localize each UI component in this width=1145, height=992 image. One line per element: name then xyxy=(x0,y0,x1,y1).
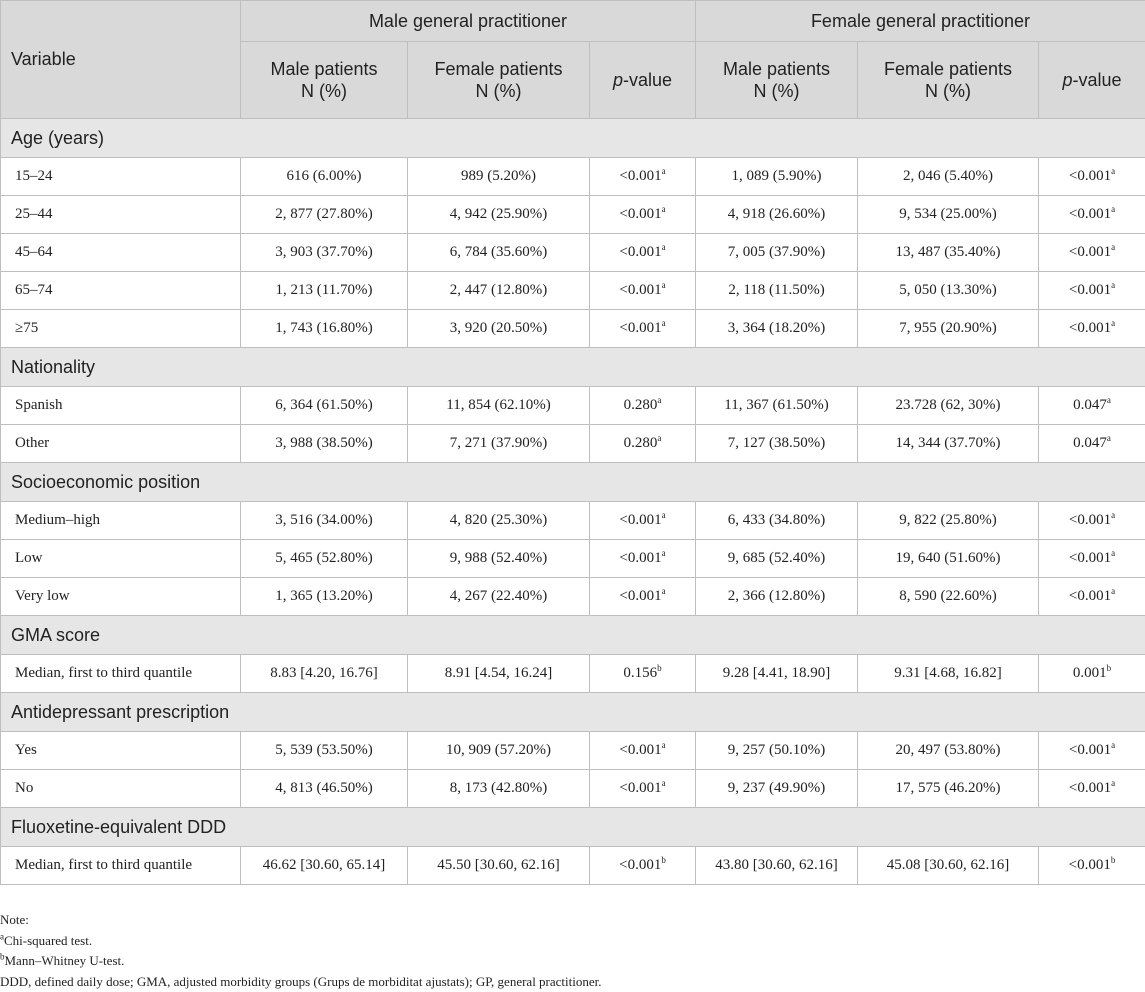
header-n-pct: N (%) xyxy=(301,81,347,101)
cell-female-gp-p-value xyxy=(1039,387,1145,425)
section-title: Fluoxetine-equivalent DDD xyxy=(1,808,1145,847)
p-value-test-marker: a xyxy=(661,510,666,520)
cell-male-gp-p-value xyxy=(590,655,696,693)
cell-female-gp-male-patients: 9, 237 (49.90%) xyxy=(696,770,858,808)
p-value-text: <0.001 xyxy=(619,588,662,604)
p-value-test-marker: a xyxy=(661,586,666,596)
p-value-test-marker: a xyxy=(661,280,666,290)
cell-male-gp-p-value xyxy=(590,234,696,272)
section-row xyxy=(1,808,1145,847)
p-value-test-marker: a xyxy=(661,204,666,214)
p-value-test-marker: a xyxy=(1111,280,1116,290)
p-value-text: <0.001 xyxy=(1068,588,1112,604)
p-value-test-marker: a xyxy=(657,433,662,443)
section-title: Age (years) xyxy=(1,119,1145,158)
p-rest: -value xyxy=(1072,70,1122,90)
table-row xyxy=(1,310,1145,348)
row-label: Spanish xyxy=(1,387,241,425)
cell-male-gp-male-patients: 46.62 [30.60, 65.14] xyxy=(241,847,408,885)
cell-male-gp-male-patients: 616 (6.00%) xyxy=(241,158,408,196)
note-a-text: Chi-squared test. xyxy=(4,932,93,948)
p-value-test-marker: a xyxy=(661,166,666,176)
p-value-text: <0.001 xyxy=(1068,780,1112,796)
table-row xyxy=(1,234,1145,272)
cell-male-gp-female-patients: 4, 942 (25.90%) xyxy=(408,196,590,234)
row-label: Yes xyxy=(1,732,241,770)
p-value-text: 0.047 xyxy=(1073,397,1107,413)
cell-female-gp-male-patients: 9, 257 (50.10%) xyxy=(696,732,858,770)
header-label: Male patients xyxy=(722,59,831,79)
cell-male-gp-female-patients: 45.50 [30.60, 62.16] xyxy=(408,847,590,885)
header-label: Female patients xyxy=(883,59,1013,79)
cell-female-gp-female-patients: 9.31 [4.68, 16.82] xyxy=(858,655,1039,693)
p-value-text: <0.001 xyxy=(1068,168,1112,184)
cell-male-gp-female-patients: 989 (5.20%) xyxy=(408,158,590,196)
row-label: Median, first to third quantile xyxy=(1,655,241,693)
p-value-test-marker: a xyxy=(1111,166,1116,176)
row-label: Low xyxy=(1,540,241,578)
row-label: Other xyxy=(1,425,241,463)
table-row xyxy=(1,272,1145,310)
cell-male-gp-male-patients: 5, 539 (53.50%) xyxy=(241,732,408,770)
p-value-text: <0.001 xyxy=(1068,550,1112,566)
table-row xyxy=(1,502,1145,540)
p-value-test-marker: a xyxy=(1111,318,1116,328)
cell-male-gp-female-patients: 6, 784 (35.60%) xyxy=(408,234,590,272)
p-value-text: 0.280 xyxy=(623,397,658,413)
section-row xyxy=(1,616,1145,655)
cell-male-gp-female-patients: 3, 920 (20.50%) xyxy=(408,310,590,348)
row-label: 15–24 xyxy=(1,158,241,196)
note-b xyxy=(0,951,1145,972)
cell-male-gp-p-value xyxy=(590,502,696,540)
table-row xyxy=(1,655,1145,693)
note-title: Note: xyxy=(0,912,29,927)
cell-female-gp-male-patients: 4, 918 (26.60%) xyxy=(696,196,858,234)
section-row xyxy=(1,119,1145,158)
cell-male-gp-female-patients: 8.91 [4.54, 16.24] xyxy=(408,655,590,693)
p-value-test-marker: a xyxy=(1111,740,1116,750)
header-n-pct: N (%) xyxy=(925,81,971,101)
row-label: Very low xyxy=(1,578,241,616)
cell-male-gp-p-value xyxy=(590,540,696,578)
cell-female-gp-female-patients: 19, 640 (51.60%) xyxy=(858,540,1039,578)
cell-female-gp-p-value xyxy=(1039,310,1145,348)
cell-female-gp-female-patients: 2, 046 (5.40%) xyxy=(858,158,1039,196)
p-value-text: <0.001 xyxy=(619,780,662,796)
cell-female-gp-p-value xyxy=(1039,847,1145,885)
table-row xyxy=(1,425,1145,463)
table-row xyxy=(1,540,1145,578)
p-value-text: <0.001 xyxy=(619,512,662,528)
cell-female-gp-p-value xyxy=(1039,732,1145,770)
p-value-test-marker: a xyxy=(661,740,666,750)
p-value-text: <0.001 xyxy=(1068,206,1112,222)
section-title: Antidepressant prescription xyxy=(1,693,1145,732)
p-value-test-marker: a xyxy=(1111,510,1116,520)
header-label: Male patients xyxy=(270,59,378,79)
cell-male-gp-p-value xyxy=(590,272,696,310)
cell-female-gp-male-patients: 7, 127 (38.50%) xyxy=(696,425,858,463)
cell-female-gp-female-patients: 20, 497 (53.80%) xyxy=(858,732,1039,770)
cell-female-gp-p-value xyxy=(1039,158,1145,196)
p-value-text: <0.001 xyxy=(1068,742,1112,758)
cell-male-gp-male-patients: 3, 516 (34.00%) xyxy=(241,502,408,540)
cell-male-gp-p-value xyxy=(590,425,696,463)
cell-male-gp-male-patients: 1, 213 (11.70%) xyxy=(241,272,408,310)
cell-female-gp-female-patients: 9, 822 (25.80%) xyxy=(858,502,1039,540)
cell-male-gp-p-value xyxy=(590,847,696,885)
note-b-text: Mann–Whitney U-test. xyxy=(4,953,125,968)
p-value-text: <0.001 xyxy=(619,857,662,873)
p-value-text: <0.001 xyxy=(1068,244,1112,260)
cell-female-gp-male-patients: 43.80 [30.60, 62.16] xyxy=(696,847,858,885)
p-value-text: 0.047 xyxy=(1073,435,1107,451)
cell-female-gp-female-patients: 9, 534 (25.00%) xyxy=(858,196,1039,234)
section-row xyxy=(1,693,1145,732)
header-label: Female patients xyxy=(434,59,563,79)
cell-female-gp-male-patients: 11, 367 (61.50%) xyxy=(696,387,858,425)
p-value-text: <0.001 xyxy=(619,550,662,566)
p-value-test-marker: a xyxy=(661,318,666,328)
cell-female-gp-p-value xyxy=(1039,770,1145,808)
header-female-gp-female-patients xyxy=(858,42,1039,119)
row-label: 65–74 xyxy=(1,272,241,310)
cell-male-gp-female-patients: 9, 988 (52.40%) xyxy=(408,540,590,578)
row-label: 25–44 xyxy=(1,196,241,234)
cell-female-gp-p-value xyxy=(1039,655,1145,693)
cell-female-gp-male-patients: 2, 118 (11.50%) xyxy=(696,272,858,310)
table-row xyxy=(1,732,1145,770)
p-value-test-marker: a xyxy=(661,778,666,788)
cell-female-gp-p-value xyxy=(1039,578,1145,616)
header-female-gp-male-patients xyxy=(696,42,858,119)
p-value-text: 0.001 xyxy=(1072,665,1107,681)
cell-female-gp-male-patients: 1, 089 (5.90%) xyxy=(696,158,858,196)
table-row xyxy=(1,578,1145,616)
table-row xyxy=(1,196,1145,234)
p-value-text: <0.001 xyxy=(619,244,662,260)
cell-female-gp-male-patients: 6, 433 (34.80%) xyxy=(696,502,858,540)
table-header xyxy=(1,1,1145,119)
p-value-test-marker: a xyxy=(657,395,662,405)
cell-male-gp-male-patients: 4, 813 (46.50%) xyxy=(241,770,408,808)
cell-male-gp-male-patients: 1, 365 (13.20%) xyxy=(241,578,408,616)
row-label: Median, first to third quantile xyxy=(1,847,241,885)
cell-male-gp-p-value xyxy=(590,770,696,808)
p-value-test-marker: a xyxy=(1111,586,1116,596)
note-b-marker: b xyxy=(0,951,5,962)
cell-male-gp-p-value xyxy=(590,578,696,616)
header-male-gp-p-value xyxy=(590,42,696,119)
cell-male-gp-p-value xyxy=(590,387,696,425)
cell-female-gp-female-patients: 8, 590 (22.60%) xyxy=(858,578,1039,616)
cell-male-gp-female-patients: 7, 271 (37.90%) xyxy=(408,425,590,463)
cell-male-gp-male-patients: 5, 465 (52.80%) xyxy=(241,540,408,578)
section-row xyxy=(1,348,1145,387)
cell-female-gp-p-value xyxy=(1039,425,1145,463)
header-male-gp-female-patients xyxy=(408,42,590,119)
p-rest: -value xyxy=(622,70,673,90)
cell-male-gp-female-patients: 2, 447 (12.80%) xyxy=(408,272,590,310)
p-value-test-marker: b xyxy=(1110,855,1116,865)
cell-male-gp-female-patients: 11, 854 (62.10%) xyxy=(408,387,590,425)
cell-male-gp-male-patients: 1, 743 (16.80%) xyxy=(241,310,408,348)
p-value-test-marker: a xyxy=(1106,395,1111,405)
cell-female-gp-female-patients: 23.728 (62, 30%) xyxy=(858,387,1039,425)
cell-male-gp-male-patients: 2, 877 (27.80%) xyxy=(241,196,408,234)
cell-female-gp-male-patients: 3, 364 (18.20%) xyxy=(696,310,858,348)
header-n-pct: N (%) xyxy=(475,81,522,101)
p-value-test-marker: a xyxy=(1111,548,1116,558)
cell-male-gp-p-value xyxy=(590,732,696,770)
cell-male-gp-male-patients: 3, 903 (37.70%) xyxy=(241,234,408,272)
row-label: 45–64 xyxy=(1,234,241,272)
cell-male-gp-male-patients: 8.83 [4.20, 16.76] xyxy=(241,655,408,693)
cell-female-gp-male-patients: 7, 005 (37.90%) xyxy=(696,234,858,272)
section-title: Socioeconomic position xyxy=(1,463,1145,502)
p-value-test-marker: b xyxy=(661,855,666,865)
cell-female-gp-female-patients: 13, 487 (35.40%) xyxy=(858,234,1039,272)
p-value-test-marker: b xyxy=(1106,663,1112,673)
cell-female-gp-female-patients: 14, 344 (37.70%) xyxy=(858,425,1039,463)
header-female-gp: Female general practitioner xyxy=(696,1,1145,42)
row-label: No xyxy=(1,770,241,808)
cell-female-gp-p-value xyxy=(1039,502,1145,540)
p-value-text: <0.001 xyxy=(1068,282,1112,298)
table-row xyxy=(1,770,1145,808)
section-title: Nationality xyxy=(1,348,1145,387)
note-a xyxy=(0,931,1145,952)
cell-female-gp-male-patients: 9.28 [4.41, 18.90] xyxy=(696,655,858,693)
p-value-text: 0.280 xyxy=(623,435,658,451)
header-male-gp: Male general practitioner xyxy=(241,1,696,42)
cell-female-gp-female-patients: 7, 955 (20.90%) xyxy=(858,310,1039,348)
cell-male-gp-male-patients: 6, 364 (61.50%) xyxy=(241,387,408,425)
header-female-gp-p-value xyxy=(1039,42,1145,119)
cell-female-gp-p-value xyxy=(1039,272,1145,310)
row-label: Medium–high xyxy=(1,502,241,540)
p-value-text: <0.001 xyxy=(619,168,662,184)
cell-male-gp-p-value xyxy=(590,310,696,348)
header-variable: Variable xyxy=(1,1,241,119)
p-value-test-marker: a xyxy=(1111,242,1116,252)
section-title: GMA score xyxy=(1,616,1145,655)
p-value-test-marker: a xyxy=(1106,433,1111,443)
cell-male-gp-female-patients: 10, 909 (57.20%) xyxy=(408,732,590,770)
cell-male-gp-p-value xyxy=(590,196,696,234)
cell-female-gp-p-value xyxy=(1039,234,1145,272)
p-value-test-marker: a xyxy=(1111,778,1116,788)
section-row xyxy=(1,463,1145,502)
cell-female-gp-p-value xyxy=(1039,196,1145,234)
note-abbreviations: DDD, defined daily dose; GMA, adjusted morbidity groups (Grups de morbiditat ajustats); GP, general practitioner. xyxy=(0,973,602,989)
cell-female-gp-female-patients: 17, 575 (46.20%) xyxy=(858,770,1039,808)
cell-female-gp-p-value xyxy=(1039,540,1145,578)
p-italic: p xyxy=(612,70,623,90)
p-value-test-marker: a xyxy=(661,242,666,252)
p-value-text: <0.001 xyxy=(619,282,662,298)
p-value-test-marker: a xyxy=(1111,204,1116,214)
header-male-gp-male-patients xyxy=(241,42,408,119)
p-value-text: <0.001 xyxy=(619,320,662,336)
cell-female-gp-male-patients: 9, 685 (52.40%) xyxy=(696,540,858,578)
p-value-text: <0.001 xyxy=(1068,857,1111,873)
p-value-text: <0.001 xyxy=(1068,320,1112,336)
cell-male-gp-female-patients: 4, 820 (25.30%) xyxy=(408,502,590,540)
p-value-test-marker: b xyxy=(657,663,662,673)
table-row xyxy=(1,158,1145,196)
table-row xyxy=(1,847,1145,885)
row-label: ≥75 xyxy=(1,310,241,348)
table-body xyxy=(1,119,1145,885)
cell-female-gp-female-patients: 45.08 [30.60, 62.16] xyxy=(858,847,1039,885)
p-value-text: <0.001 xyxy=(619,742,662,758)
header-n-pct: N (%) xyxy=(753,81,800,101)
table-row xyxy=(1,387,1145,425)
cell-female-gp-female-patients: 5, 050 (13.30%) xyxy=(858,272,1039,310)
p-value-text: <0.001 xyxy=(619,206,662,222)
p-value-test-marker: a xyxy=(661,548,666,558)
cell-female-gp-male-patients: 2, 366 (12.80%) xyxy=(696,578,858,616)
cell-male-gp-female-patients: 4, 267 (22.40%) xyxy=(408,578,590,616)
p-italic: p xyxy=(1062,70,1073,90)
p-value-text: <0.001 xyxy=(1068,512,1112,528)
note-a-marker: a xyxy=(0,931,4,942)
p-value-text: 0.156 xyxy=(623,665,658,681)
cell-male-gp-male-patients: 3, 988 (38.50%) xyxy=(241,425,408,463)
cell-male-gp-female-patients: 8, 173 (42.80%) xyxy=(408,770,590,808)
cell-male-gp-p-value xyxy=(590,158,696,196)
table-notes xyxy=(0,910,1145,992)
